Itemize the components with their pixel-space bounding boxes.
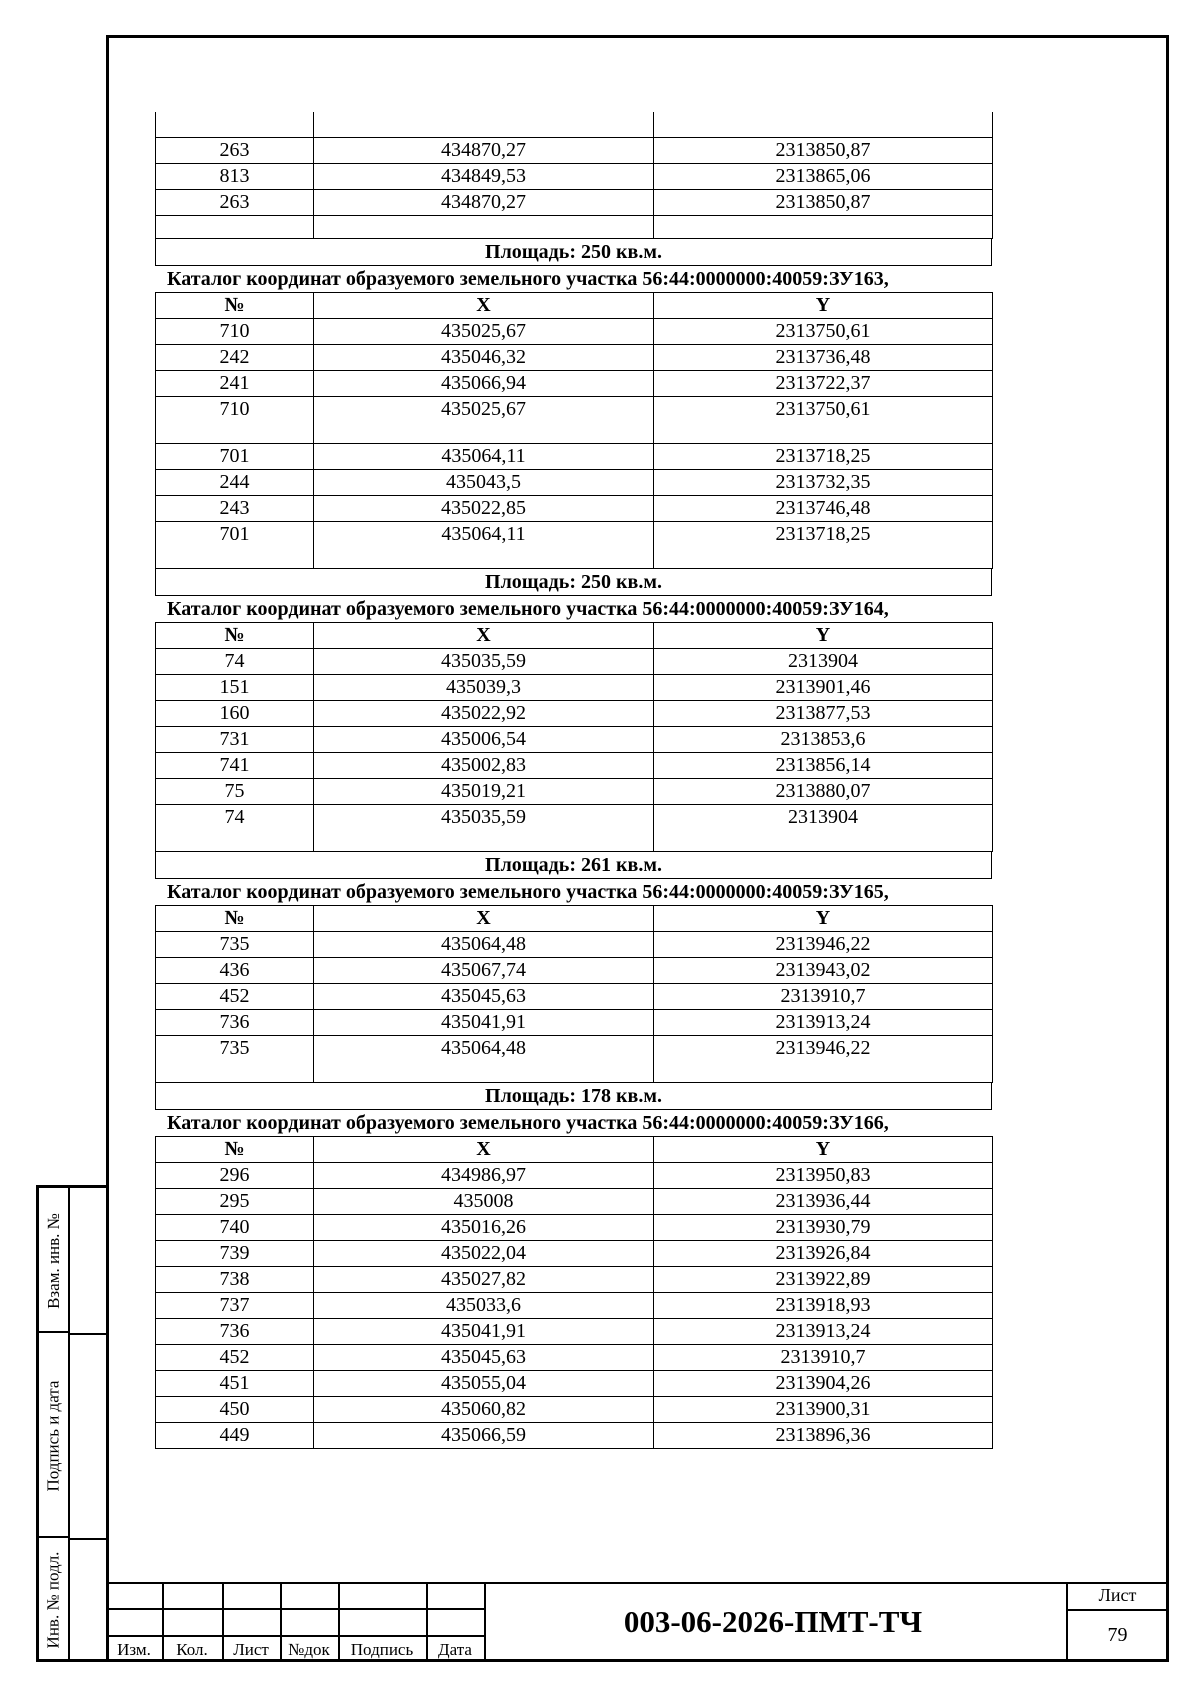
point-number: 243 (156, 496, 314, 522)
table-row (156, 805, 993, 852)
point-number: 741 (156, 753, 314, 779)
table-header-row (156, 1137, 993, 1163)
coord-x: 435064,48 (314, 932, 654, 958)
coordinate-table (155, 112, 993, 239)
coord-y: 2313950,83 (654, 1163, 993, 1189)
coord-y: 2313943,02 (654, 958, 993, 984)
point-number: 740 (156, 1215, 314, 1241)
coordinate-table (155, 1136, 993, 1449)
coord-y: 2313722,37 (654, 371, 993, 397)
coord-y: 2313904 (654, 649, 993, 675)
point-number: 701 (156, 444, 314, 470)
point-number: 74 (156, 805, 314, 852)
table-row (156, 958, 993, 984)
coord-x: 435066,94 (314, 371, 654, 397)
coord-y: 2313865,06 (654, 164, 993, 190)
coord-y: 2313750,61 (654, 319, 993, 345)
coord-x: 435043,5 (314, 470, 654, 496)
point-number: 242 (156, 345, 314, 371)
point-number: 731 (156, 727, 314, 753)
point-number: 736 (156, 1010, 314, 1036)
title-block (106, 1582, 1169, 1662)
table-row (156, 753, 993, 779)
coord-y: 2313877,53 (654, 701, 993, 727)
coord-x: 435022,04 (314, 1241, 654, 1267)
coord-x: 435016,26 (314, 1215, 654, 1241)
coord-y: 2313853,6 (654, 727, 993, 753)
coord-y: 2313896,36 (654, 1423, 993, 1449)
table-row (156, 984, 993, 1010)
stamp-header-date: Дата (438, 1640, 472, 1659)
coord-y: 2313736,48 (654, 345, 993, 371)
coord-x: 435046,32 (314, 345, 654, 371)
table-row (156, 1010, 993, 1036)
table-row (156, 522, 993, 569)
coordinate-table (155, 622, 993, 852)
coord-y: 2313930,79 (654, 1215, 993, 1241)
catalog-caption: Каталог координат образуемого земельного участка 56:44:0000000:40059:ЗУ163, (167, 268, 889, 290)
table-row (156, 397, 993, 444)
coord-y: 2313946,22 (654, 932, 993, 958)
point-number: 244 (156, 470, 314, 496)
coord-y: 2313718,25 (654, 522, 993, 569)
coord-x: 435039,3 (314, 675, 654, 701)
table-row (156, 190, 993, 216)
table-row (156, 1345, 993, 1371)
table-row (156, 1319, 993, 1345)
coordinate-table (155, 905, 993, 1083)
area-value: Площадь: 250 кв.м. (155, 569, 992, 596)
point-number: 452 (156, 984, 314, 1010)
coord-x: 435035,59 (314, 805, 654, 852)
coord-y: 2313926,84 (654, 1241, 993, 1267)
stamp-header-signature: Подпись (350, 1640, 414, 1659)
coord-y: 2313850,87 (654, 138, 993, 164)
coord-x: 435067,74 (314, 958, 654, 984)
coord-x: 435025,67 (314, 397, 654, 444)
coord-y: 2313850,87 (654, 190, 993, 216)
point-number: 75 (156, 779, 314, 805)
sheet-label: Лист (1098, 1585, 1137, 1605)
point-number: 436 (156, 958, 314, 984)
point-number: 74 (156, 649, 314, 675)
area-value: Площадь: 250 кв.м. (155, 239, 992, 266)
coord-x: 434849,53 (314, 164, 654, 190)
point-number: 450 (156, 1397, 314, 1423)
point-number: 451 (156, 1371, 314, 1397)
coord-y: 2313718,25 (654, 444, 993, 470)
point-number: 735 (156, 1036, 314, 1083)
coord-y: 2313913,24 (654, 1319, 993, 1345)
coord-x: 435022,85 (314, 496, 654, 522)
side-label-replacement-inv: Взам. инв. № (43, 1212, 63, 1309)
coord-y: 2313880,07 (654, 779, 993, 805)
table-row (156, 701, 993, 727)
column-header: Y (654, 293, 993, 319)
column-header: № (156, 1137, 314, 1163)
sheet-number: 79 (1107, 1624, 1128, 1646)
coord-x: 435041,91 (314, 1319, 654, 1345)
table-row (156, 371, 993, 397)
coord-x: 435055,04 (314, 1371, 654, 1397)
coord-y: 2313900,31 (654, 1397, 993, 1423)
column-header: X (314, 906, 654, 932)
point-number: 449 (156, 1423, 314, 1449)
table-row (156, 1423, 993, 1449)
point-number: 241 (156, 371, 314, 397)
coord-x: 435027,82 (314, 1267, 654, 1293)
stamp-header-change: Изм. (117, 1640, 151, 1659)
table-row (156, 1293, 993, 1319)
table-row (156, 164, 993, 190)
document-code: 003-06-2026-ПМТ-ТЧ (623, 1604, 923, 1639)
table-header-row (156, 623, 993, 649)
coord-y: 2313910,7 (654, 984, 993, 1010)
column-header: № (156, 293, 314, 319)
column-header: Y (654, 1137, 993, 1163)
table-row (156, 138, 993, 164)
coord-x: 435041,91 (314, 1010, 654, 1036)
coord-y: 2313910,7 (654, 1345, 993, 1371)
column-header: X (314, 623, 654, 649)
table-row (156, 112, 993, 138)
coordinate-table (155, 292, 993, 569)
point-number: 701 (156, 522, 314, 569)
coord-y: 2313936,44 (654, 1189, 993, 1215)
side-label-original-inv: Инв. № подл. (43, 1551, 63, 1649)
point-number: 263 (156, 138, 314, 164)
table-header-row (156, 906, 993, 932)
coord-x: 435060,82 (314, 1397, 654, 1423)
coord-x: 435064,48 (314, 1036, 654, 1083)
column-header: X (314, 1137, 654, 1163)
point-number: 710 (156, 397, 314, 444)
stamp-header-sheet: Лист (233, 1640, 269, 1659)
stamp-header-doc-number: №док (288, 1640, 330, 1659)
coord-y: 2313904 (654, 805, 993, 852)
stamp-header-quantity: Кол. (176, 1640, 208, 1659)
table-row (156, 1215, 993, 1241)
coord-y: 2313918,93 (654, 1293, 993, 1319)
coord-x: 435006,54 (314, 727, 654, 753)
coord-x: 435064,11 (314, 522, 654, 569)
coord-x: 434870,27 (314, 138, 654, 164)
table-header-row (156, 293, 993, 319)
point-number: 739 (156, 1241, 314, 1267)
coord-x: 435045,63 (314, 984, 654, 1010)
coord-y: 2313922,89 (654, 1267, 993, 1293)
point-number: 710 (156, 319, 314, 345)
point-number: 452 (156, 1345, 314, 1371)
point-number: 263 (156, 190, 314, 216)
coord-x: 435045,63 (314, 1345, 654, 1371)
point-number: 735 (156, 932, 314, 958)
coordinate-catalog (155, 112, 992, 1449)
coord-x: 435019,21 (314, 779, 654, 805)
coord-x: 435035,59 (314, 649, 654, 675)
point-number: 736 (156, 1319, 314, 1345)
table-row (156, 1189, 993, 1215)
coord-x: 435025,67 (314, 319, 654, 345)
point-number: 160 (156, 701, 314, 727)
coord-y: 2313750,61 (654, 397, 993, 444)
catalog-caption: Каталог координат образуемого земельного участка 56:44:0000000:40059:ЗУ166, (167, 1112, 889, 1134)
area-value: Площадь: 178 кв.м. (155, 1083, 992, 1110)
point-number: 738 (156, 1267, 314, 1293)
coord-y: 2313904,26 (654, 1371, 993, 1397)
table-row (156, 444, 993, 470)
table-row (156, 345, 993, 371)
area-value: Площадь: 261 кв.м. (155, 852, 992, 879)
table-row (156, 1163, 993, 1189)
table-row (156, 1371, 993, 1397)
column-header: Y (654, 906, 993, 932)
table-row (156, 727, 993, 753)
coord-y: 2313746,48 (654, 496, 993, 522)
catalog-caption: Каталог координат образуемого земельного участка 56:44:0000000:40059:ЗУ164, (167, 598, 889, 620)
table-row (156, 1397, 993, 1423)
coord-y: 2313856,14 (654, 753, 993, 779)
coord-x: 435033,6 (314, 1293, 654, 1319)
table-row (156, 1036, 993, 1083)
table-row (156, 649, 993, 675)
table-row (156, 496, 993, 522)
coord-x: 435066,59 (314, 1423, 654, 1449)
column-header: № (156, 906, 314, 932)
table-row (156, 675, 993, 701)
coord-y: 2313913,24 (654, 1010, 993, 1036)
table-row (156, 932, 993, 958)
table-row (156, 319, 993, 345)
coord-x: 434870,27 (314, 190, 654, 216)
table-row (156, 779, 993, 805)
point-number: 296 (156, 1163, 314, 1189)
point-number: 295 (156, 1189, 314, 1215)
table-row (156, 1267, 993, 1293)
column-header: Y (654, 623, 993, 649)
coord-y: 2313901,46 (654, 675, 993, 701)
column-header: X (314, 293, 654, 319)
side-label-signature-date: Подпись и дата (43, 1380, 63, 1491)
point-number: 737 (156, 1293, 314, 1319)
table-row (156, 470, 993, 496)
column-header: № (156, 623, 314, 649)
catalog-caption: Каталог координат образуемого земельного участка 56:44:0000000:40059:ЗУ165, (167, 881, 889, 903)
point-number: 151 (156, 675, 314, 701)
table-row (156, 1241, 993, 1267)
coord-x: 435002,83 (314, 753, 654, 779)
coord-x: 434986,97 (314, 1163, 654, 1189)
coord-x: 435008 (314, 1189, 654, 1215)
coord-y: 2313946,22 (654, 1036, 993, 1083)
coord-y: 2313732,35 (654, 470, 993, 496)
point-number: 813 (156, 164, 314, 190)
side-stamp (36, 1185, 106, 1662)
coord-x: 435064,11 (314, 444, 654, 470)
coord-x: 435022,92 (314, 701, 654, 727)
